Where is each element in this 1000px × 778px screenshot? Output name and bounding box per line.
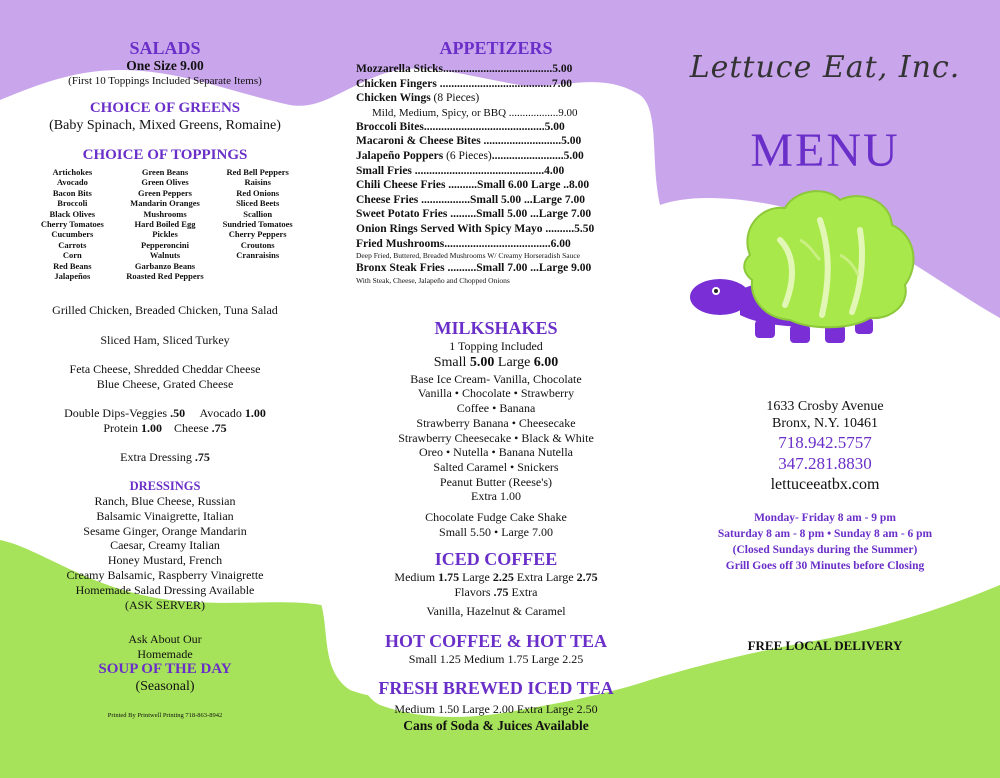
fudge-shake-price: Small 5.50 • Large 7.00: [439, 524, 553, 539]
ic-flavors-label: Flavors: [454, 585, 491, 600]
toppings-column-1: [26, 167, 119, 281]
bronx-note: With Steak, Cheese, Jalapeño and Chopped Onions: [356, 275, 510, 285]
printer-credit: Printed By Printwell Printing 718-863-8942: [107, 712, 223, 720]
salads-section: [20, 0, 310, 724]
ic-medium-label: Medium: [394, 570, 436, 585]
topping-item: Hard Boiled Egg: [134, 219, 196, 230]
iced-coffee-flavor-list: Vanilla, Hazelnut & Caramel: [426, 603, 566, 618]
topping-item: Jalapeños: [54, 271, 91, 282]
appetizer-bronx-fries: Bronx Steak Fries ..........Small 7.00 ...Large 9.00: [356, 262, 592, 275]
iced-coffee-prices: [356, 570, 636, 585]
extras-cheese-price: .75: [211, 420, 227, 435]
logo-wordmark: Lettuce Eat, Inc.: [689, 50, 961, 85]
ic-flavors-price: .75: [493, 585, 509, 600]
shake-small-price: 5.00: [469, 354, 495, 370]
proteins-line-1: Grilled Chicken, Breaded Chicken, Tuna Salad: [52, 303, 278, 318]
hot-drinks-title: HOT COFFEE & HOT TEA: [384, 630, 608, 651]
topping-item: Mushrooms: [143, 208, 187, 219]
dressing-item: Balsamic Vinaigrette, Italian: [96, 508, 234, 523]
extras-line-2: [20, 421, 310, 436]
jalapeno-price: .........................5.00: [491, 149, 584, 162]
topping-item: Mandarin Oranges: [130, 198, 200, 209]
milkshake-flavor: Strawberry Banana • Cheesecake: [416, 415, 576, 430]
ic-flavors-extra: Extra: [511, 585, 538, 600]
ask-line-2: Homemade: [137, 646, 193, 661]
extras-cheese-label: Cheese: [174, 420, 209, 435]
hours-line: Saturday 8 am - 8 pm • Sunday 8 am - 6 pm: [717, 528, 933, 540]
dressing-item: Honey Mustard, French: [107, 553, 223, 568]
cheese-line-2: Blue Cheese, Grated Cheese: [96, 376, 234, 391]
dressing-item: Caesar, Creamy Italian: [110, 538, 220, 553]
wings-sub: Mild, Medium, Spicy, or BBQ ..................9.00: [372, 106, 578, 119]
shake-small-label: Small: [433, 354, 467, 370]
phone-1[interactable]: 718.942.5757: [778, 433, 872, 452]
salads-title: SALADS: [129, 38, 201, 58]
iced-coffee-flavors: [356, 585, 636, 600]
business-hours: [680, 510, 970, 574]
milkshake-flavors: [356, 372, 636, 504]
milkshakes-note: 1 Topping Included: [449, 339, 543, 353]
appetizers-title: APPETIZERS: [439, 38, 553, 58]
topping-item: Red Bell Peppers: [226, 167, 289, 177]
hot-drinks-prices: Small 1.25 Medium 1.75 Large 2.25: [408, 651, 584, 666]
topping-item: Pickles: [152, 229, 178, 240]
extras-veggies-price: .50: [170, 406, 186, 421]
ic-xl-label: Extra Large: [516, 570, 574, 585]
appetizer-item: Chili Cheese Fries ..........Small 6.00 Large ..8.00: [356, 179, 590, 192]
topping-item: Croutons: [240, 239, 275, 250]
topping-item: Green Peppers: [138, 187, 192, 198]
topping-item: Pepperoncini: [141, 239, 190, 250]
appetizer-item: Cheese Fries .................Small 5.00 ...Large 7.00: [356, 193, 586, 206]
soup-title: SOUP OF THE DAY: [98, 661, 232, 678]
ic-medium-price: 1.75: [438, 570, 460, 585]
topping-item: Scallion: [243, 208, 273, 219]
appetizer-item: Fried Mushrooms.....................................6.00: [356, 237, 571, 250]
ic-large-price: 2.25: [492, 570, 514, 585]
topping-item: Avocado: [56, 177, 88, 188]
hours-line: Grill Goes off 30 Minutes before Closing: [725, 560, 925, 572]
salads-size: One Size 9.00: [126, 58, 204, 73]
dressings-title: DRESSINGS: [129, 478, 201, 493]
brand-panel: [680, 0, 970, 654]
topping-item: Green Beans: [141, 167, 189, 177]
hours-line: Monday- Friday 8 am - 9 pm: [754, 512, 896, 524]
topping-item: Bacon Bits: [52, 187, 92, 198]
mushroom-note: Deep Fried, Buttered, Breaded Mushrooms W/ Creamy Horseradish Sauce: [356, 251, 580, 261]
drinks-section: [356, 318, 636, 734]
extra-dressing-line: [20, 450, 310, 465]
extras-protein-label: Protein: [103, 420, 138, 435]
extras-avocado-label: Avocado: [199, 406, 242, 421]
cheese-line-1: Feta Cheese, Shredded Cheddar Cheese: [69, 362, 261, 377]
ic-large-label: Large: [462, 570, 490, 585]
topping-item: Black Olives: [49, 208, 96, 219]
topping-item: Garbanzo Beans: [134, 260, 196, 271]
iced-coffee-title: ICED COFFEE: [434, 549, 558, 570]
milkshake-flavor: Coffee • Banana: [456, 401, 536, 416]
appetizer-item: Mozzarella Sticks......................................5.00: [356, 63, 573, 75]
fudge-shake: Chocolate Fudge Cake Shake: [425, 510, 567, 525]
appetizer-item: Small Fries .............................................4.00: [356, 164, 565, 177]
greens-list: (Baby Spinach, Mixed Greens, Romaine): [49, 118, 281, 133]
topping-item: Artichokes: [52, 167, 93, 177]
soda-note: Cans of Soda & Juices Available: [403, 717, 589, 733]
extras-line-1: [20, 406, 310, 421]
topping-item: Raisins: [244, 177, 271, 188]
topping-item: Cherry Peppers: [228, 229, 287, 240]
hours-line: (Closed Sundays during the Summer): [732, 544, 918, 556]
toppings-column-2: [119, 167, 212, 281]
appetizers-section: [356, 0, 636, 286]
appetizer-list: [356, 62, 636, 286]
menu-heading: MENU: [750, 124, 900, 177]
dressing-item: Creamy Balsamic, Raspberry Vinaigrette: [66, 567, 264, 582]
toppings-column-3: [211, 167, 304, 281]
wings-label: Chicken Wings: [356, 92, 431, 105]
appetizer-item: Sweet Potato Fries .........Small 5.00 ...Large 7.00: [356, 208, 592, 221]
topping-item: Roasted Red Peppers: [126, 271, 204, 282]
milkshake-flavor: Strawberry Cheesecake • Black & White: [398, 430, 594, 445]
free-delivery: FREE LOCAL DELIVERY: [747, 638, 903, 653]
topping-item: Carrots: [58, 239, 87, 250]
dressings-list: [20, 494, 310, 612]
soup-note: (Seasonal): [135, 679, 195, 695]
milkshakes-sizes: [356, 354, 636, 372]
dressing-item: Homemade Salad Dressing Available: [75, 582, 255, 597]
ask-line-1: Ask About Our: [128, 632, 202, 647]
milkshake-flavor: Peanut Butter (Reese's): [439, 474, 553, 489]
dressing-item: (ASK SERVER): [124, 597, 206, 612]
toppings-title: CHOICE OF TOPPINGS: [82, 147, 248, 163]
topping-item: Broccoli: [57, 198, 88, 209]
turtle-lettuce-icon: [680, 180, 970, 350]
appetizer-wings: [356, 91, 636, 106]
topping-item: Green Olives: [141, 177, 189, 188]
iced-tea-prices: Medium 1.50 Large 2.00 Extra Large 2.50: [394, 702, 598, 717]
topping-item: Sliced Beets: [236, 198, 280, 209]
topping-item: Sundried Tomatoes: [222, 219, 293, 230]
topping-item: Red Beans: [53, 260, 92, 271]
topping-item: Red Onions: [236, 187, 280, 198]
dressing-item: Sesame Ginger, Orange Mandarin: [83, 523, 247, 538]
extras-avocado-price: 1.00: [244, 406, 266, 421]
topping-item: Cranraisins: [236, 250, 280, 261]
appetizer-item: Broccoli Bites..........................................5.00: [356, 120, 565, 133]
appetizer-item: Macaroni & Cheese Bites ...........................5.00: [356, 135, 582, 148]
jalapeno-label: Jalapeño Poppers: [356, 149, 444, 162]
milkshake-flavor: Vanilla • Chocolate • Strawberry: [417, 386, 575, 401]
appetizer-jalapeno: [356, 149, 636, 164]
extra-dressing-label: Extra Dressing: [120, 450, 192, 465]
address-line-2: Bronx, N.Y. 10461: [772, 416, 878, 431]
extras-veggies-label: Double Dips-Veggies: [64, 406, 168, 421]
ic-xl-price: 2.75: [576, 570, 598, 585]
shake-large-price: 6.00: [533, 354, 559, 370]
milkshakes-title: MILKSHAKES: [434, 318, 558, 338]
topping-item: Corn: [62, 250, 82, 261]
dressing-item: Ranch, Blue Cheese, Russian: [94, 493, 236, 508]
topping-item: Walnuts: [149, 250, 181, 261]
website-link[interactable]: lettuceeatbx.com: [770, 476, 880, 493]
topping-item: Cherry Tomatoes: [40, 219, 104, 230]
shake-large-label: Large: [497, 354, 531, 370]
greens-title: CHOICE OF GREENS: [89, 100, 241, 116]
milkshake-flavor: Extra 1.00: [471, 489, 521, 504]
wings-note: (8 Pieces): [433, 92, 480, 105]
iced-tea-title: FRESH BREWED ICED TEA: [378, 678, 614, 699]
appetizer-item: Onion Rings Served With Spicy Mayo ..........5.50: [356, 222, 595, 235]
milkshake-flavor: Oreo • Nutella • Banana Nutella: [418, 445, 573, 460]
milkshake-flavor: Salted Caramel • Snickers: [433, 459, 559, 474]
salads-note: (First 10 Toppings Included Separate Items): [68, 74, 262, 87]
proteins-line-2: Sliced Ham, Sliced Turkey: [100, 332, 230, 347]
appetizer-item: Chicken Fingers .......................................7.00: [356, 77, 572, 90]
topping-item: Cucumbers: [51, 229, 94, 240]
extra-dressing-price: .75: [194, 450, 210, 465]
extras-protein-price: 1.00: [141, 420, 162, 435]
address-line-1: 1633 Crosby Avenue: [766, 399, 884, 414]
phone-2[interactable]: 347.281.8830: [778, 454, 872, 473]
jalapeno-note: (6 Pieces): [446, 149, 492, 162]
toppings-grid: [26, 167, 304, 281]
milkshake-flavor: Base Ice Cream- Vanilla, Chocolate: [410, 371, 582, 386]
